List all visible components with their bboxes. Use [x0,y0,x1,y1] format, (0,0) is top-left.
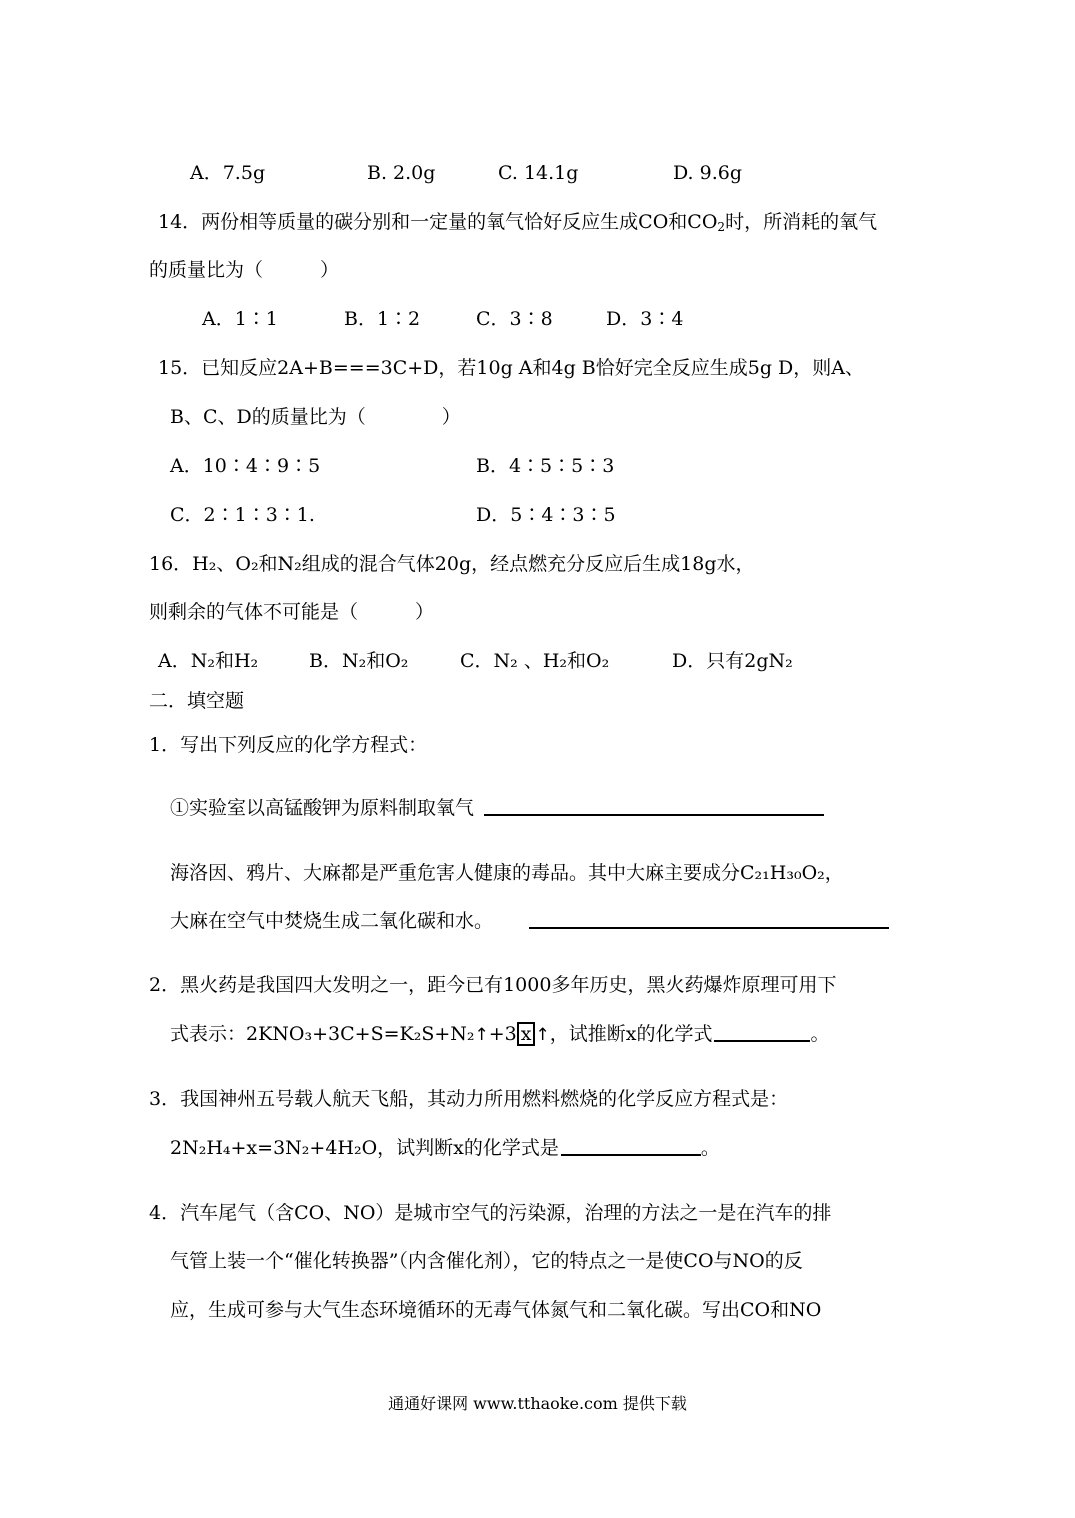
gas-arrow-icon: ↑ [535,1025,550,1045]
q15-option-a: A．10∶4∶9∶5 [170,455,321,477]
fill1-item2-text: 大麻在空气中焚烧生成二氧化碳和水。 [170,910,494,932]
fill1-item2-line2 [170,908,889,934]
q15-option-b: B．4∶5∶5∶3 [476,455,615,477]
q13-option-c: C. 14.1g [498,162,579,184]
q16-stem-line1: 16．H₂、O₂和N₂组成的混合气体20g，经点燃充分反应后生成18g水， [149,553,755,575]
q15-stem-line2: B、C、D的质量比为（ ） [170,406,461,428]
fill3-line1: 3．我国神州五号载人航天飞船，其动力所用燃料燃烧的化学反应方程式是： [149,1088,789,1110]
fill4-line2: 气管上装一个“催化转换器”（内含催化剂），它的特点之一是使CO与NO的反 [170,1250,803,1272]
q14-stem-text: 14．两份相等质量的碳分别和一定量的氧气恰好反应生成CO和CO [158,211,718,233]
q16-option-d: D．只有2gN₂ [672,650,793,672]
answer-blank[interactable] [714,1026,810,1042]
q14-option-a: A．1∶1 [202,308,278,330]
q13-option-d: D. 9.6g [673,162,743,184]
answer-blank[interactable] [561,1140,701,1156]
gas-arrow-icon: ↑ [474,1025,489,1045]
q14-option-d: D．3∶4 [606,308,684,330]
fill2-coefficient: +3 [488,1023,517,1045]
q15-stem-line1: 15．已知反应2A+B===3C+D，若10g A和4g B恰好完全反应生成5g D，则A、 [158,357,865,379]
q14-subscript: 2 [717,220,726,234]
fill1-stem: 1．写出下列反应的化学方程式： [149,734,428,756]
q14-stem-line1 [158,209,877,235]
fill2-period: 。 [810,1023,830,1045]
q16-option-b: B．N₂和O₂ [309,650,409,672]
answer-blank[interactable] [529,913,889,929]
q16-option-c: C．N₂ 、H₂和O₂ [460,650,610,672]
fill4-line1: 4．汽车尾气（含CO、NO）是城市空气的污染源，治理的方法之一是在汽车的排 [149,1202,832,1224]
fill1-item2-line1: 海洛因、鸦片、大麻都是严重危害人健康的毒品。其中大麻主要成分C₂₁H₃₀O₂， [170,862,844,884]
fill1-item1 [170,795,824,821]
q14-option-b: B．1∶2 [344,308,421,330]
fill2-line2 [170,1021,829,1048]
fill2-line1: 2．黑火药是我国四大发明之一，距今已有1000多年历史，黑火药爆炸原理可用下 [149,974,837,996]
fill2-equation: 式表示：2KNO₃+3C+S=K₂S+N₂ [170,1023,475,1045]
fill3-question: 2N₂H₄+x=3N₂+4H₂O，试判断x的化学式是 [170,1137,559,1159]
q15-option-c: C．2∶1∶3∶1. [170,504,315,526]
fill3-period: 。 [700,1137,720,1159]
fill2-boxed-x: x [517,1022,536,1046]
q13-option-b: B. 2.0g [367,162,436,184]
q15-option-d: D．5∶4∶3∶5 [476,504,616,526]
page-footer: 通通好课网 www.tthaoke.com 提供下载 [388,1394,687,1413]
q16-stem-line2: 则剩余的气体不可能是（ ） [149,601,435,623]
fill3-line2 [170,1135,720,1161]
fill2-question: ，试推断x的化学式 [549,1023,713,1045]
q16-option-a: A．N₂和H₂ [158,650,259,672]
fill1-item1-text: ①实验室以高锰酸钾为原料制取氧气 [170,797,475,819]
q14-stem-tail: 时，所消耗的氧气 [725,211,878,233]
answer-blank[interactable] [484,800,824,816]
fill4-line3: 应，生成可参与大气生态环境循环的无毒气体氮气和二氧化碳。写出CO和NO [170,1299,822,1321]
q14-option-c: C．3∶8 [476,308,553,330]
section-title: 二．填空题 [149,690,245,712]
q14-stem-line2: 的质量比为（ ） [149,259,340,281]
q13-option-a: A．7.5g [190,162,266,184]
